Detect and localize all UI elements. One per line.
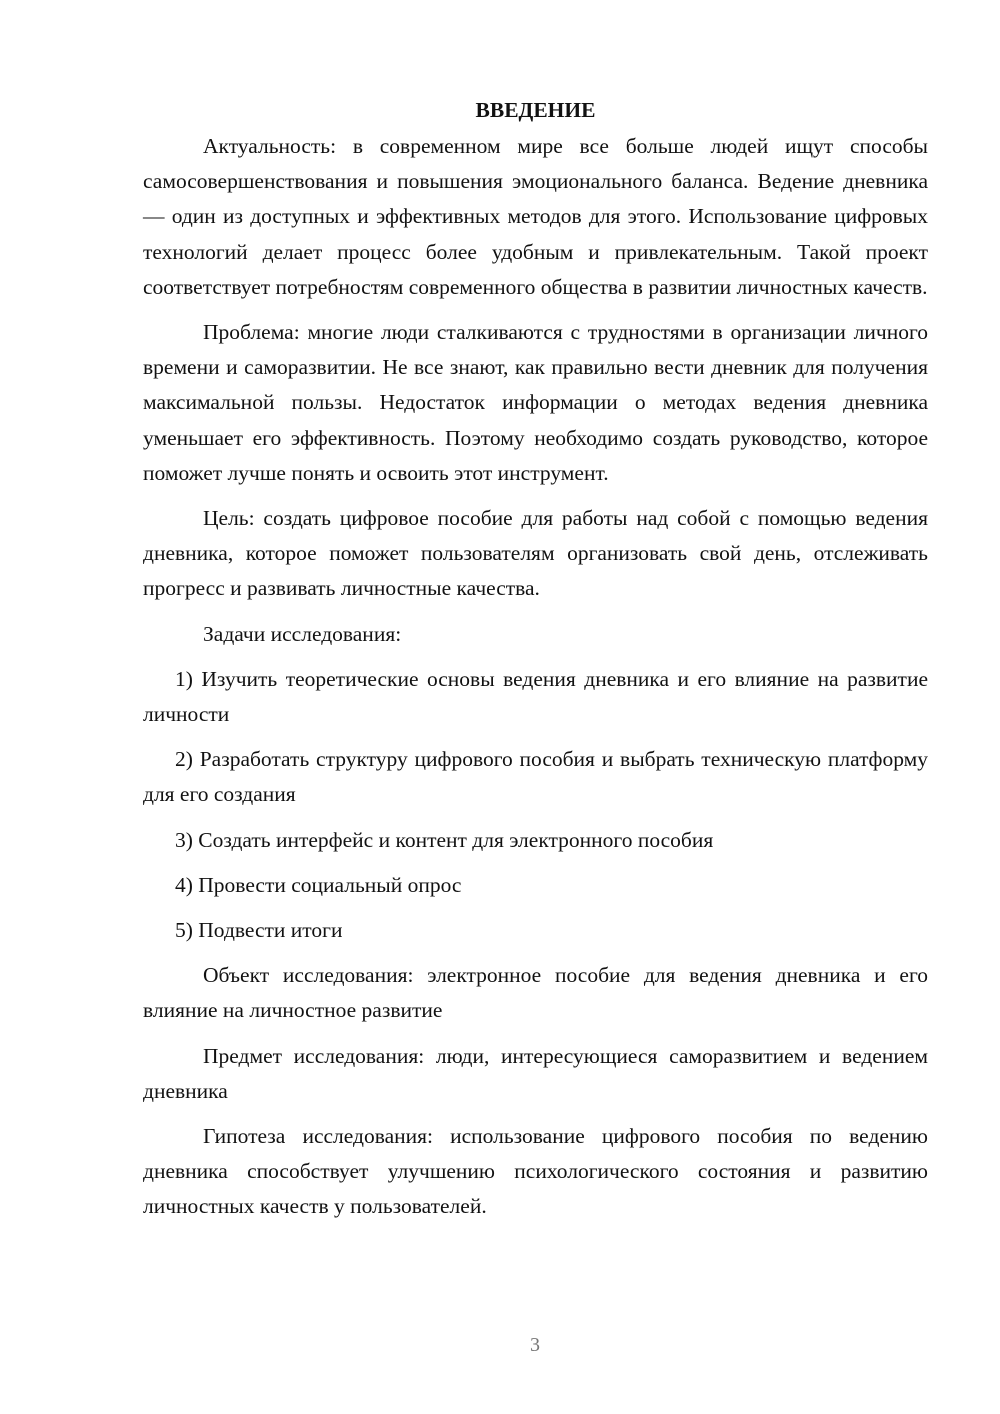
task-item-3: 3) Создать интерфейс и контент для электронного пособия — [175, 827, 714, 852]
task-item-5: 5) Подвести итоги — [175, 918, 343, 943]
object-paragraph: Объект исследования: электронное пособие для ведения дневника и его влияние на личностное развитие — [143, 963, 928, 1023]
document-page — [143, 95, 928, 1235]
problem-paragraph: Проблема: многие люди сталкиваются с трудностями в организации личного времени и саморазвитии. Не все знают, как правильно вести дневник для получения максимальной пользы. Недостаток информации о методах ведения дневника уменьшает его эффективность. Поэтому необходимо создать руководство, которое поможет лучше понять и освоить этот инструмент. — [143, 320, 928, 485]
goal-paragraph: Цель: создать цифровое пособие для работы над собой с помощью ведения дневника, которое поможет пользователям организовать свой день, отслеживать прогресс и развивать личностные качества. — [143, 506, 928, 601]
subject-paragraph: Предмет исследования: люди, интересующиеся саморазвитием и ведением дневника — [143, 1043, 928, 1103]
tasks-heading: Задачи исследования: — [203, 621, 402, 646]
relevance-paragraph: Актуальность: в современном мире все больше людей ищут способы самосовершенствования и повышения эмоционального баланса. Ведение дневника — один из доступных и эффективных методов для этого. Использование цифровых технологий делает процесс более удобным и привлекательным. Такой проект соответствует потребностям современного общества в развитии личностных качеств. — [143, 134, 928, 299]
page-number: 3 — [530, 1334, 540, 1356]
hypothesis-paragraph: Гипотеза исследования: использование цифрового пособия по ведению дневника способствует улучшению психологического состояния и развитию личностных качеств у пользователей. — [143, 1124, 928, 1219]
task-item-2: 2) Разработать структуру цифрового пособия и выбрать техническую платформу для его создания — [143, 747, 928, 807]
task-item-4: 4) Провести социальный опрос — [175, 872, 462, 897]
section-title: ВВЕДЕНИЕ — [475, 98, 596, 122]
task-item-1: 1) Изучить теоретические основы ведения дневника и его влияние на развитие личности — [143, 666, 928, 727]
